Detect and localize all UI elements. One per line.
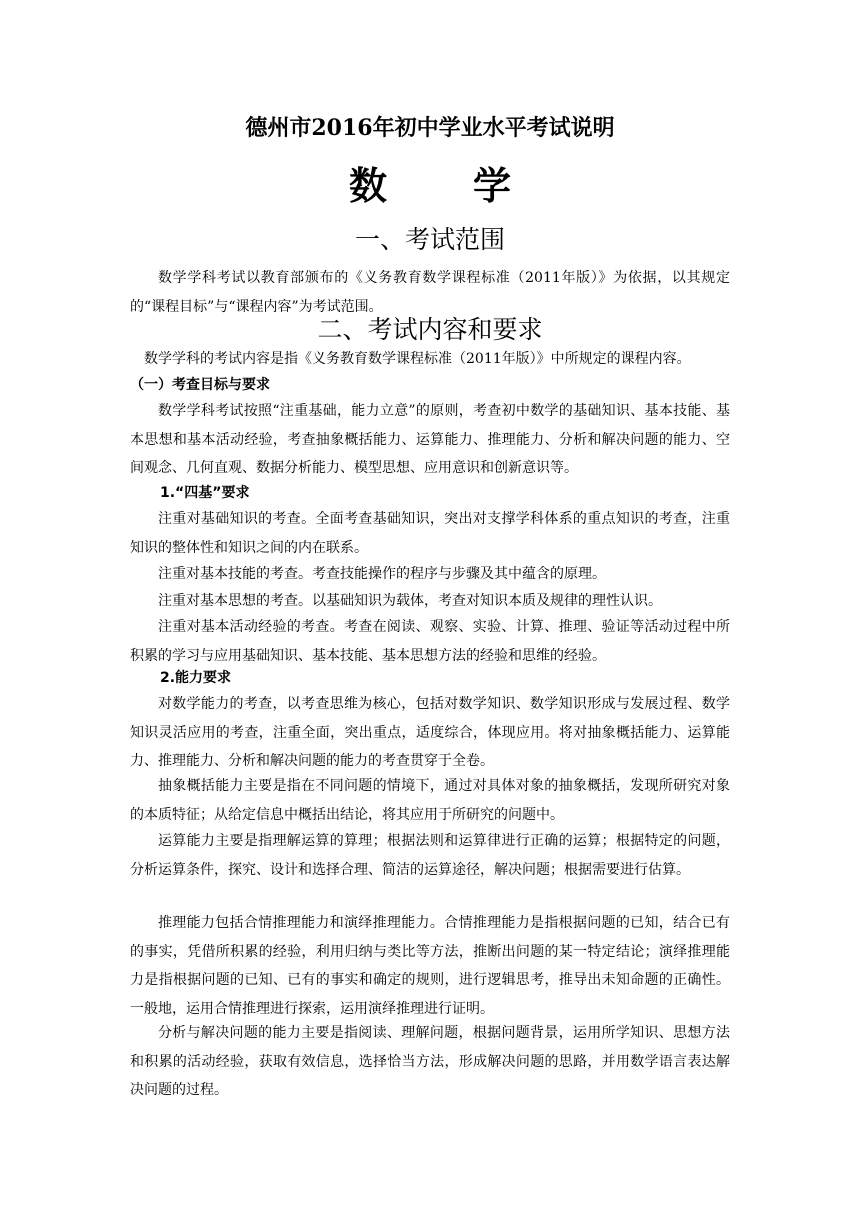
item2-paragraph-5: 分析与解决问题的能力主要是指阅读、理解问题，根据问题背景，运用所学知识、思想方法和积累的活动经验，获取有效信息，选择恰当方法，形成解决问题的思路，并用数学语言表达解决问题的过程。 — [130, 1025, 730, 1098]
subsection1-heading: （一）考查目标与要求 — [130, 377, 270, 393]
section2-heading: 二、考试内容和要求 — [317, 315, 543, 344]
document-title: 德州市2016年初中学业水平考试说明 — [245, 115, 615, 141]
subsection1-paragraph: 数学学科考试按照“注重基础，能力立意”的原则，考查初中数学的基础知识、基本技能、基本思想和基本活动经验，考查抽象概括能力、运算能力、推理能力、分析和解决问题的能力、空间观念、几何直观、数据分析能力、模型思想、应用意识和创新意识等。 — [130, 403, 730, 476]
item1-paragraph-1: 注重对基础知识的考查。全面考查基础知识，突出对支撑学科体系的重点知识的考查，注重知识的整体性和知识之间的内在联系。 — [130, 511, 730, 556]
item1-paragraph-4: 注重对基本活动经验的考查。考查在阅读、观察、实验、计算、推理、验证等活动过程中所积累的学习与应用基础知识、基本技能、基本思想方法的经验和思维的经验。 — [130, 619, 730, 664]
subject-char-2: 学 — [473, 164, 512, 208]
section1-heading: 一、考试范围 — [354, 225, 505, 254]
item2-paragraph-1: 对数学能力的考查，以考查思维为核心，包括对数学知识、数学知识形成与发展过程、数学知识灵活应用的考查，注重全面，突出重点，适度综合，体现应用。将对抽象概括能力、运算能力、推理能力、分析和解决问题的能力的考查贯穿于全卷。 — [130, 696, 730, 769]
item2-paragraph-2: 抽象概括能力主要是指在不同问题的情境下，通过对具体对象的抽象概括，发现所研究对象的本质特征；从给定信息中概括出结论，将其应用于所研究的问题中。 — [130, 778, 730, 823]
item1-heading: 1.“四基”要求 — [160, 485, 250, 501]
section2-intro: 数学学科的考试内容是指《义务教育数学课程标准（2011年版）》中所规定的课程内容。 — [144, 351, 691, 367]
section1-paragraph: 数学学科考试以教育部颁布的《义务教育数学课程标准（2011年版）》为依据，以其规定的“课程目标”与“课程内容”为考试范围。 — [130, 270, 730, 315]
item2-heading: 2.能力要求 — [160, 670, 232, 686]
subject-char-1: 数 — [348, 164, 387, 208]
item2-paragraph-4: 推理能力包括合情推理能力和演绎推理能力。合情推理能力是指根据问题的已知，结合已有的事实，凭借所积累的经验，利用归纳与类比等方法，推断出问题的某一特定结论；演绎推理能力是指根据问题的已知、已有的事实和确定的规则，进行逻辑思考，推导出未知命题的正确性。一般地，运用合情推理进行探索，运用演绎推理进行证明。 — [130, 915, 730, 1017]
item1-paragraph-3: 注重对基本思想的考查。以基础知识为载体，考查对知识本质及规律的理性认识。 — [158, 593, 662, 609]
subject-title — [0, 160, 860, 212]
item1-paragraph-2: 注重对基本技能的考查。考查技能操作的程序与步骤及其中蕴含的原理。 — [158, 566, 606, 582]
item2-paragraph-3: 运算能力主要是指理解运算的算理；根据法则和运算律进行正确的运算；根据特定的问题，分析运算条件，探究、设计和选择合理、简洁的运算途径，解决问题；根据需要进行估算。 — [130, 833, 730, 878]
